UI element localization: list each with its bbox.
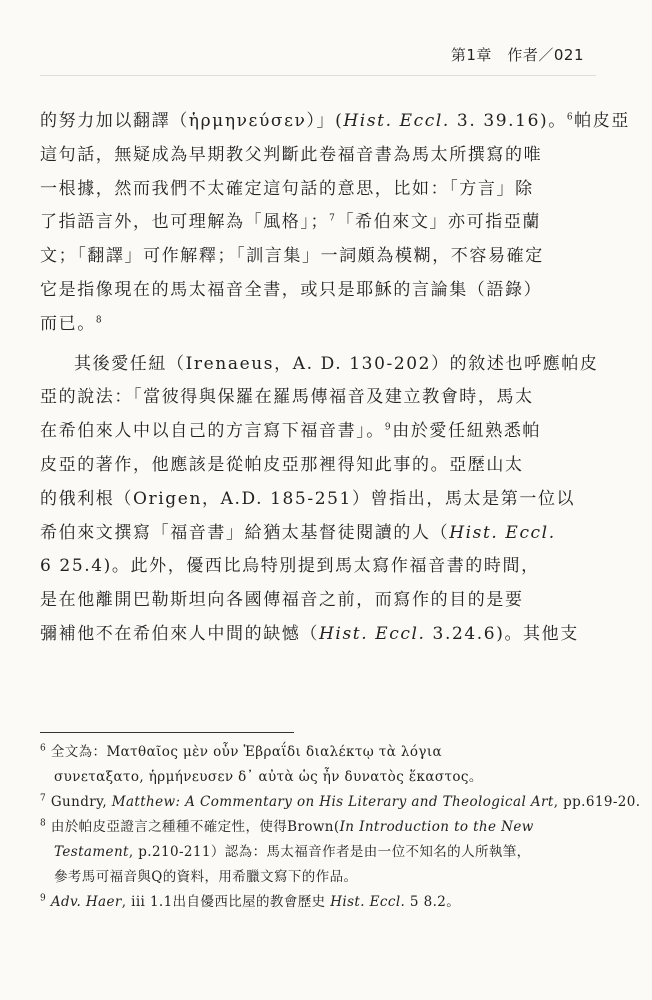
footnote-ref: 6: [566, 112, 575, 123]
text-line: 而已。$^8$: [40, 313, 104, 334]
paragraph-2: [40, 348, 610, 652]
text-line: 希伯來文撰寫「福音書」給猶太基督徒閱讀的人（Hist. Eccl.: [40, 522, 556, 543]
footnote-line: $^8$ 由於帕皮亞證言之種種不確定性，使得Brown(In Introduction to the New: [40, 818, 534, 835]
body-text: [40, 105, 630, 652]
footnotes: [40, 740, 641, 915]
text-line: 的努力加以翻譯（ἡρμηνεύσεν）」(Hist. Eccl. 3. 39.16)。$^6$帕皮亞: [40, 111, 630, 131]
text-line: 其後愛任紐（Irenaeus，A. D. 130-202）的敘述也呼應帕皮: [74, 353, 599, 374]
footnote-ref: 8: [95, 315, 104, 326]
footnote-ref: 7: [329, 213, 337, 224]
text-line: 亞的說法：「當彼得與保羅在羅馬傳福音及建立教會時，馬太: [40, 387, 534, 408]
footnote-line: Testament, p.210-211）認為：馬太福音作者是由一位不知名的人所執筆，: [54, 844, 531, 860]
text-line: 是在他離開巴勒斯坦向各國傳福音之前，而寫作的目的是要: [40, 590, 524, 611]
footnote-7: [40, 790, 641, 815]
footnote-line: $^6$ 全文為：Ματθαῖος μὲν οὖν Ἑβραΐδι διαλέκτῳ τὰ λόγια: [40, 743, 443, 760]
paragraph-1: [40, 105, 630, 342]
text-line: 了指語言外，也可理解為「風格」；$^7$「希伯來文」亦可指亞蘭: [40, 212, 542, 233]
footnote-number: 9: [40, 893, 47, 904]
footnote-ref: 9: [384, 422, 393, 433]
footnote-line: συνεταξατο, ἡρμήνευσεν δ᾽ αὐτὰ ὡς ἦν δυνατὸς ἕκαστος。: [54, 769, 483, 785]
footnote-number: 7: [40, 793, 47, 804]
footnote-line: 參考馬可福音與Q的資料，用希臘文寫下的作品。: [54, 869, 358, 885]
text-line: 它是指像現在的馬太福音全書，或只是耶穌的言論集（語錄）: [40, 279, 543, 300]
footnote-number: 8: [40, 818, 47, 829]
footnote-8: [40, 815, 615, 890]
footnote-number: 6: [40, 743, 47, 754]
header-rule: [40, 75, 596, 76]
text-line: 皮亞的著作，他應該是從帕皮亞那裡得知此事的。亞歷山太: [40, 454, 524, 475]
text-line: 一根據，然而我們不太確定這句話的意思，比如：「方言」除: [40, 178, 534, 199]
text-line: 這句話，無疑成為早期教父判斷此卷福音書為馬太所撰寫的唯: [40, 144, 543, 165]
text-line: 6 25.4)。此外，優西比烏特別提到馬太寫作福音書的時間，: [40, 556, 540, 577]
text-line: 彌補他不在希伯來人中間的缺憾（Hist. Eccl. 3.24.6)。其他支: [40, 623, 579, 644]
footnote-line: $^9$ Adv. Haer, iii 1.1出自優西比屋的教會歷史 Hist. Eccl. 5 8.2。: [40, 893, 461, 910]
running-header: 第1章 作者／021: [450, 46, 584, 64]
text-line: 的俄利根（Origen，A.D. 185-251）曾指出，馬太是第一位以: [40, 488, 576, 509]
footnote-6: [40, 740, 615, 790]
text-line: 在希伯來人中以自己的方言寫下福音書」。$^9$由於愛任紐熟悉帕: [40, 421, 542, 442]
text-line: 文；「翻譯」可作解釋；「訓言集」一詞頗為模糊，不容易確定: [40, 246, 544, 267]
footnote-line: $^7$ Gundry, Matthew: A Commentary on His Literary and Theological Art, pp.619-20.: [40, 793, 641, 810]
footnote-rule: [40, 732, 294, 733]
footnote-9: [40, 890, 615, 915]
